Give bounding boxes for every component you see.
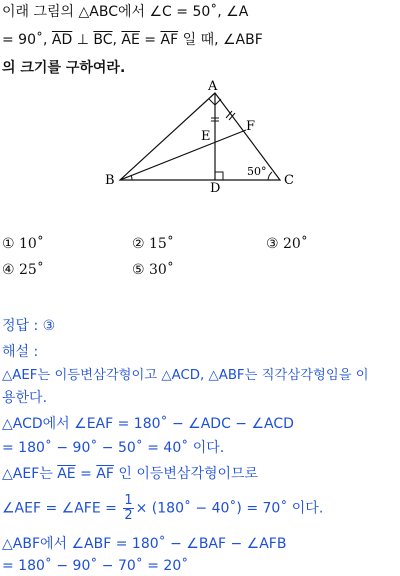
problem-line-1: 이래 그림의 △ABC에서 ∠C = 50˚, ∠A [2, 4, 249, 20]
solution-line-3: = 180˚ − 90˚ − 50˚ = 40˚ 이다. [2, 440, 225, 456]
segment-ad: $\overline{AD}$ [51, 32, 73, 48]
solution-line-7: = 180˚ − 90˚ − 70˚ = 20˚ [2, 558, 189, 574]
choice-value: 20˚ [283, 236, 308, 252]
choice-number: ② [132, 236, 145, 252]
problem-line-3: 의 크기를 구하여라. [2, 60, 126, 76]
equals: = [139, 32, 161, 48]
choice-2[interactable] [132, 236, 174, 252]
perp-symbol: ⊥ [72, 32, 94, 48]
solution-line-4 [2, 464, 258, 484]
solution-text: 인 이등변삼각형이므로 [113, 466, 259, 482]
angle-c-arc [268, 172, 272, 180]
fraction-half [123, 494, 133, 523]
fraction-numerator: 1 [124, 493, 133, 508]
segment-ae: $\overline{AE}$ [57, 466, 76, 482]
choice-1[interactable] [2, 236, 44, 252]
choice-value: 30˚ [149, 262, 174, 278]
choice-value: 25˚ [19, 262, 44, 278]
label-a: A [208, 79, 218, 94]
label-c: C [284, 173, 294, 188]
label-e: E [201, 129, 211, 144]
choice-number: ④ [2, 262, 15, 278]
solution-text: × (180˚ − 40˚) = 70˚ 이다. [135, 500, 324, 517]
label-d: D [210, 181, 221, 193]
choice-number: ⑤ [132, 262, 145, 278]
problem-line-2 [2, 30, 263, 50]
choice-value: 15˚ [149, 236, 174, 252]
segment-ae: $\overline{AE}$ [121, 32, 140, 48]
equals: = [75, 466, 97, 482]
solution-text: △AEF는 [2, 466, 58, 482]
problem-text: = 90˚, [2, 32, 52, 48]
problem-text-end: 일 때, ∠ABF [178, 32, 263, 48]
label-angle-c: 50° [247, 165, 267, 178]
segment-bc: $\overline{BC}$ [93, 32, 113, 48]
choice-value: 10˚ [19, 236, 44, 252]
solution-line-1: △AEF는 이등변삼각형이고 △ACD, △ABF는 직각삼각형임을 이 [2, 368, 369, 383]
segment-af: $\overline{AF}$ [96, 466, 114, 482]
solution-heading: 해설 : [2, 344, 39, 360]
segment-af: $\overline{AF}$ [160, 32, 179, 48]
solution-line-2: △ACD에서 ∠EAF = 180˚ − ∠ADC − ∠ACD [2, 416, 294, 432]
label-f: F [246, 119, 256, 134]
comma: , [112, 32, 122, 48]
label-b: B [105, 173, 115, 188]
choice-5[interactable] [132, 262, 174, 278]
choice-number: ③ [266, 236, 279, 252]
right-angle-mark-d [215, 172, 223, 180]
solution-text: ∠AEF = ∠AFE = [2, 500, 122, 517]
solution-line-1b: 용한다. [2, 390, 48, 406]
solution-line-5 [2, 494, 323, 523]
choice-4[interactable] [2, 262, 44, 278]
solution-line-6: △ABF에서 ∠ABF = 180˚ − ∠BAF − ∠AFB [2, 536, 287, 552]
triangle-figure [100, 78, 310, 193]
segment-bf-line [120, 130, 246, 180]
fraction-denominator: 2 [124, 508, 133, 523]
choice-3[interactable] [266, 236, 308, 252]
answer-line: 정답 : ③ [2, 318, 56, 334]
choice-number: ① [2, 236, 15, 252]
